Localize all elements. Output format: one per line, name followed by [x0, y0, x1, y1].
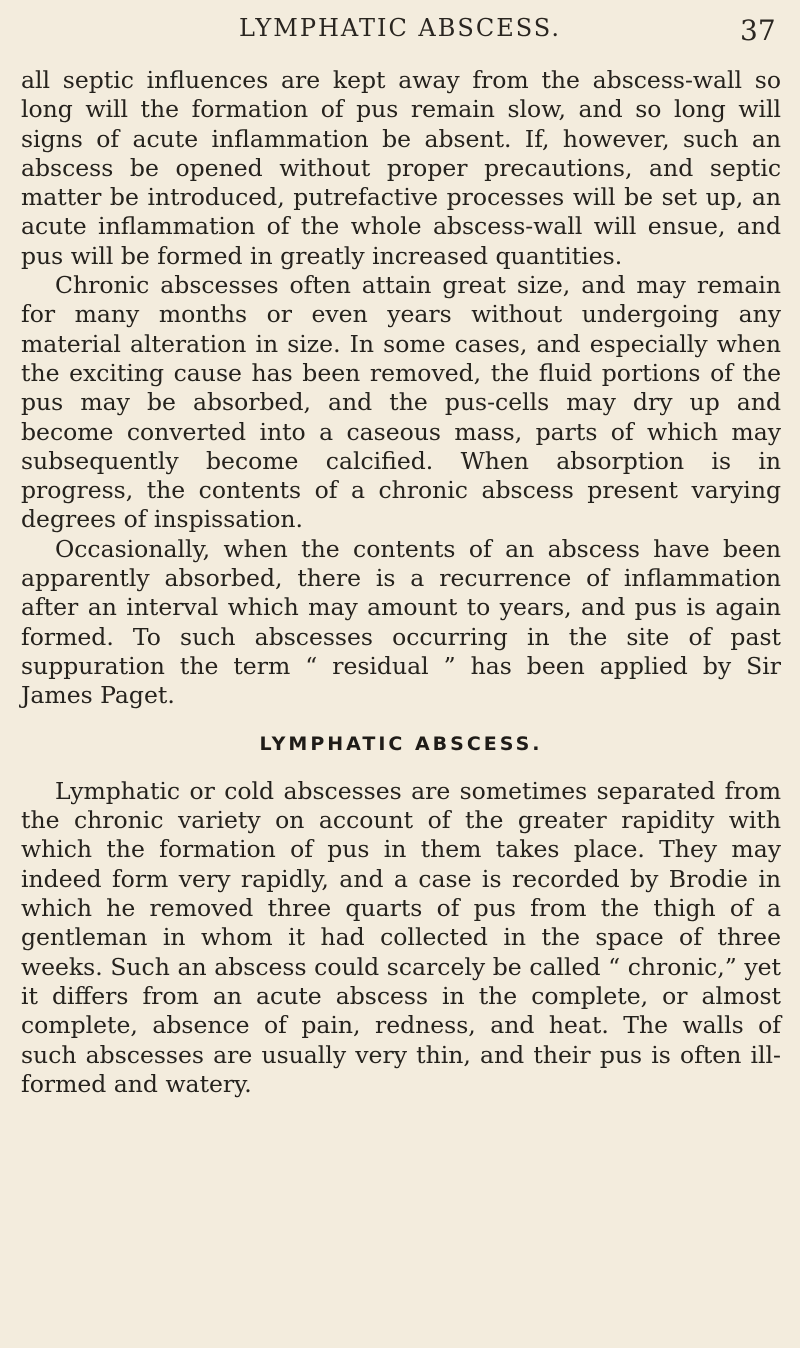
- paragraph-residual-abscess: Occasionally, when the contents of an abscess have been apparently absorbed, there is a recurrence of inflammation after an interval which may amount to years, and pus is again formed. To such abscesses occurring in the site of past suppuration the term “ residual ” has been applied by Sir James Paget.: [21, 534, 781, 710]
- running-title: LYMPHATIC ABSCESS.: [239, 14, 561, 42]
- body-text: [21, 66, 781, 1099]
- section-heading: LYMPHATIC ABSCESS.: [259, 732, 543, 755]
- paragraph-continuation: all septic influences are kept away from the abscess-wall so long will the formation of pus remain slow, and so long will signs of acute inflammation be absent. If, however, such an abscess be opened without proper precautions, and septic matter be introduced, putrefactive processes will be set up, an acute inflammation of the whole abscess-wall will ensue, and pus will be formed in greatly increased quantities.: [21, 66, 781, 270]
- paragraph-chronic-abscesses: Chronic abscesses often attain great size, and may remain for many months or even years without undergoing any material alteration in size. In some cases, and especially when the exciting cause has been removed, the fluid portions of the pus may be absorbed, and the pus-cells may dry up and become converted into a caseous mass, parts of which may subsequently become calcified. When absorption is in progress, the contents of a chronic abscess present varying degrees of inspissation.: [21, 271, 781, 534]
- paragraph-lymphatic-abscess: Lymphatic or cold abscesses are sometimes separated from the chronic variety on account of the greater rapidity with which the formation of pus in them takes place. They may indeed form very rapidly, and a case is recorded by Brodie in which he removed three quarts of pus from the thigh of a gentleman in whom it had collected in the space of three weeks. Such an abscess could scarcely be called “ chronic,” yet it differs from an acute abscess in the complete, or almost complete, absence of pain, redness, and heat. The walls of such abscesses are usually very thin, and their pus is often ill-formed and watery.: [21, 776, 781, 1098]
- page-number: 37: [740, 14, 776, 47]
